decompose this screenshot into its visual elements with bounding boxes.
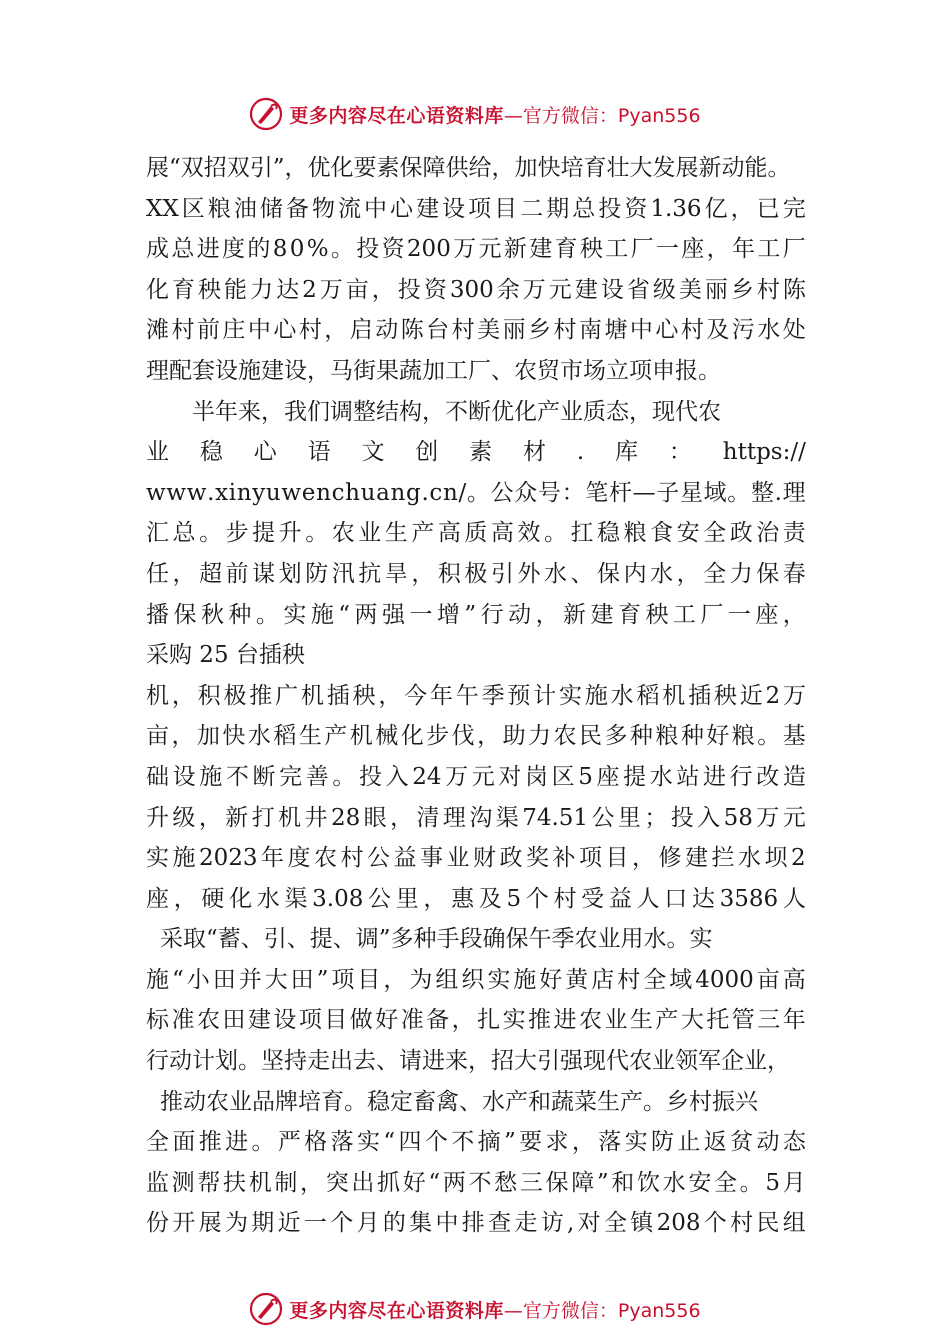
wechat-text: —官方微信：Pyan556 [503, 104, 701, 127]
text-line: 业 稳 心 语 文 创 素 材 . 库 ： https:// [146, 439, 806, 466]
quill-logo-icon [249, 97, 283, 131]
text-line: 施 “ 小 田 并 大 田 ” 项 目 ， 为 组 织 实 施 好 黄 店 村 全 域 4000 亩 高 [146, 966, 806, 993]
footer-banner [0, 1287, 950, 1331]
text-line: 全 面 推 进 。 严 格 落 实 “ 四 个 不 摘 ” 要 求 ， 落 实 防 止 返 贫 动 态 [146, 1129, 806, 1156]
brand-text: 更多内容尽在心语资料库 [289, 1299, 504, 1322]
text-line: 标 准 农 田 建 设 项 目 做 好 准 备 ， 扎 实 推 进 农 业 生 产 大 托 管 三 年 [146, 1007, 806, 1034]
text-line: 化 育 秧 能 力 达 2 万 亩 ， 投 资 300 余 万 元 建 设 省 级 美 丽 乡 村 陈 [146, 276, 806, 303]
text-line: 座 ， 硬 化 水 渠 3.08 公 里 ， 惠 及 5 个 村 受 益 人 口 达 3586 人 [146, 885, 806, 912]
text-line: 监 测 帮 扶 机 制 ， 突 出 抓 好 “ 两 不 愁 三 保 障 ” 和 饮 水 安 全 。 5 月 [146, 1169, 806, 1196]
text-line: 汇 总 。 步 提 升 。 农 业 生 产 高 质 高 效 。 扛 稳 粮 食 安 全 政 治 责 [146, 520, 806, 547]
text-line: 滩 村 前 庄 中 心 村 ， 启 动 陈 台 村 美 丽 乡 村 南 塘 中 心 村 及 污 水 处 [146, 317, 806, 344]
text-line: 采取“蓄、引、提、调”多种手段确保午季农业用水。实 [160, 926, 713, 953]
text-line: 半年来，我们调整结构，不断优化产业质态，现代农 [192, 398, 721, 425]
wechat-text: —官方微信：Pyan556 [503, 1299, 701, 1322]
text-line: 播 保 秋 种 。 实 施 “ 两 强 一 增 ” 行 动 ， 新 建 育 秧 工 厂 一 座 ， [146, 601, 806, 628]
header-banner [0, 92, 950, 136]
text-line: 份 开 展 为 期 近 一 个 月 的 集 中 排 查 走 访 , 对 全 镇 208 个 村 民 组 [146, 1210, 806, 1237]
text-line: 行动计划。坚持走出去、请进来，招大引强现代农业领军企业， [146, 1048, 790, 1075]
document-body [146, 148, 806, 1244]
text-line: 成 总 进 度 的 8 0 % 。 投 资 200 万 元 新 建 育 秧 工 厂 一 座 ， 年 工 厂 [146, 236, 806, 263]
text-line: 推动农业品牌培育。稳定畜禽、水产和蔬菜生产。乡村振兴 [160, 1088, 758, 1115]
text-line: 亩 ， 加 快 水 稻 生 产 机 械 化 步 伐 ， 助 力 农 民 多 种 粮 种 好 粮 。 基 [146, 723, 806, 750]
text-line: 础 设 施 不 断 完 善 。 投 入 24 万 元 对 岗 区 5 座 提 水 站 进 行 改 造 [146, 763, 806, 790]
brand-text: 更多内容尽在心语资料库 [289, 104, 504, 127]
text-line: 实 施 2023 年 度 农 村 公 益 事 业 财 政 奖 补 项 目 ， 修 建 拦 水 坝 2 [146, 845, 806, 872]
text-line: w w w . x i n y u w e n c h u a n g . c n / 。 公 众 号 ： 笔 杆 — 子 星 域 。 整 . 理 [146, 479, 806, 506]
quill-logo-icon [249, 1292, 283, 1326]
text-line: 理配套设施建设，马街果蔬加工厂、农贸市场立项申报。 [146, 357, 721, 384]
text-line: 升 级 ， 新 打 机 井 28 眼 ， 清 理 沟 渠 74.51 公 里 ； 投 入 58 万 元 [146, 804, 806, 831]
text-line: 任 ， 超 前 谋 划 防 汛 抗 旱 ， 积 极 引 外 水 、 保 内 水 ， 全 力 保 春 [146, 560, 806, 587]
text-line: 机 ， 积 极 推 广 机 插 秧 ， 今 年 午 季 预 计 实 施 水 稻 机 插 秧 近 2 万 [146, 682, 806, 709]
text-line: 采购 25 台插秧 [146, 642, 305, 669]
text-line: XX 区 粮 油 储 备 物 流 中 心 建 设 项 目 二 期 总 投 资 1.36 亿 ， 已 完 [146, 195, 806, 222]
text-line: 展“双招双引”，优化要素保障供给，加快培育壮大发展新动能。 [146, 155, 791, 181]
